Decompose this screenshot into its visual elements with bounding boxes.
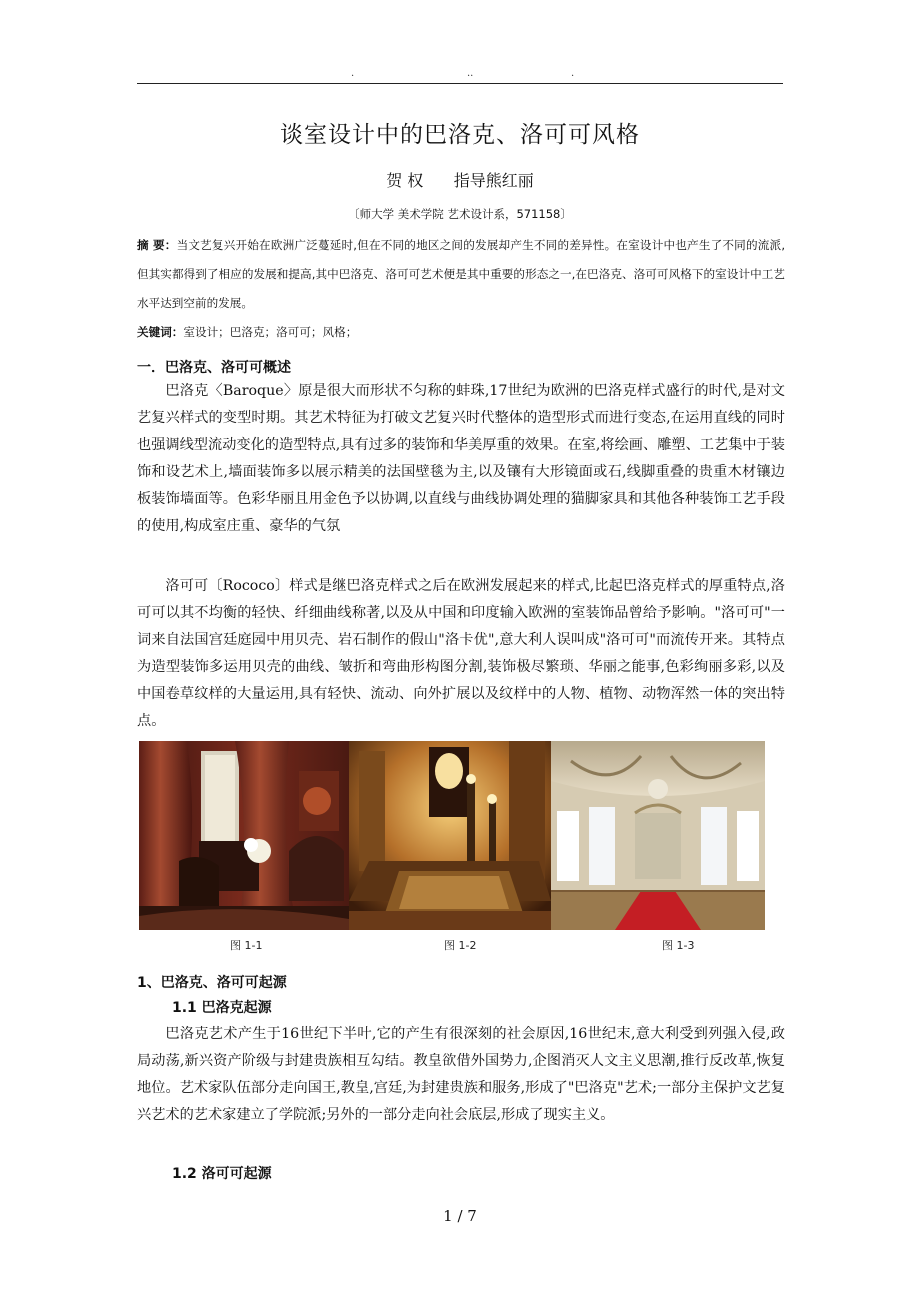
keywords <box>137 320 783 344</box>
document-title: 谈室设计中的巴洛克、洛可可风格 <box>280 122 640 148</box>
figure-caption: 图 1-1 <box>230 939 263 952</box>
section-heading: 1、巴洛克、洛可可起源 <box>137 975 287 991</box>
abstract <box>137 231 785 318</box>
paragraph-baroque: 巴洛克〈Baroque〉原是很大而形状不匀称的蚌珠,17世纪为欧洲的巴洛克样式盛行的时代,是对文艺复兴样式的变型时期。其艺术特征为打破文艺复兴时代整体的造型形式而进行变态,在运用直线的同时也强调线型流动变化的造型特点,具有过多的装饰和华美厚重的效果。在室,将绘画、雕塑、工艺集中于装饰和设艺术上,墙面装饰多以展示精美的法国壁毯为主,以及镶有大形镜面或石,线脚重叠的贵重木材镶边板装饰墙面等。色彩华丽且用金色予以协调,以直线与曲线协调处理的猫脚家具和其他各种装饰工艺手段的使用,构成室庄重、豪华的气氛 <box>137 383 785 534</box>
page-number: 1 / 7 <box>443 1207 477 1225</box>
header-dot: . <box>571 68 575 79</box>
affiliation: 〔师大学 美术学院 艺术设计系，571158〕 <box>348 207 572 221</box>
figure-1-1-image <box>139 741 349 930</box>
paragraph-baroque-origin: 巴洛克艺术产生于16世纪下半叶,它的产生有很深刻的社会原因,16世纪末,意大利受到列强入侵,政局动荡,新兴资产阶级与封建贵族相互勾结。教皇欲借外国势力,企图消灭人文主义思潮,推行反改革,恢复地位。艺术家队伍部分走向国王,教皇,宫廷,为封建贵族和服务,形成了"巴洛克"艺术;一部分主保护文艺复兴艺术的艺术家建立了学院派;另外的一部分走向社会底层,形成了现实主义。 <box>137 1026 785 1123</box>
abstract-label: 摘 要： <box>137 238 177 252</box>
author-line: 贺 权 指导熊红丽 <box>386 171 534 190</box>
subsection-heading: 1.2 洛可可起源 <box>172 1166 272 1182</box>
figure-caption: 图 1-3 <box>662 939 695 952</box>
header-dot: . <box>351 68 355 79</box>
section-heading: 一．巴洛克、洛可可概述 <box>137 360 291 376</box>
header-dots <box>137 68 783 80</box>
header-rule <box>137 83 783 84</box>
abstract-text: 当文艺复兴开始在欧洲广泛蔓延时,但在不同的地区之间的发展却产生不同的差异性。在室设计中也产生了不同的流派,但其实都得到了相应的发展和提高,其中巴洛克、洛可可艺术便是其中重要的形态之一,在巴洛克、洛可可风格下的室设计中工艺水平达到空前的发展。 <box>137 238 785 310</box>
figure-1-2-image <box>349 741 551 930</box>
keywords-label: 关键词： <box>137 325 184 339</box>
paragraph-rococo: 洛可可〔Rococo〕样式是继巴洛克样式之后在欧洲发展起来的样式,比起巴洛克样式的厚重特点,洛可可以其不均衡的轻快、纤细曲线称著,以及从中国和印度输入欧洲的室装饰品曾给予影响。"洛可可"一词来自法国宫廷庭园中用贝壳、岩石制作的假山"洛卡优",意大利人误叫成"洛可可"而流传开来。其特点为造型装饰多运用贝壳的曲线、皱折和弯曲形构图分割,装饰极尽繁琐、华丽之能事,色彩绚丽多彩,以及中国卷草纹样的大量运用,具有轻快、流动、向外扩展以及纹样中的人物、植物、动物浑然一体的突出特点。 <box>137 578 785 729</box>
figure-1-3-image <box>551 741 765 930</box>
header-dot: .. <box>467 68 474 79</box>
figure-strip <box>139 741 765 930</box>
figure-caption: 图 1-2 <box>444 939 477 952</box>
subsection-heading: 1.1 巴洛克起源 <box>172 1000 272 1016</box>
keywords-text: 室设计；巴洛克；洛可可；风格； <box>183 325 358 339</box>
